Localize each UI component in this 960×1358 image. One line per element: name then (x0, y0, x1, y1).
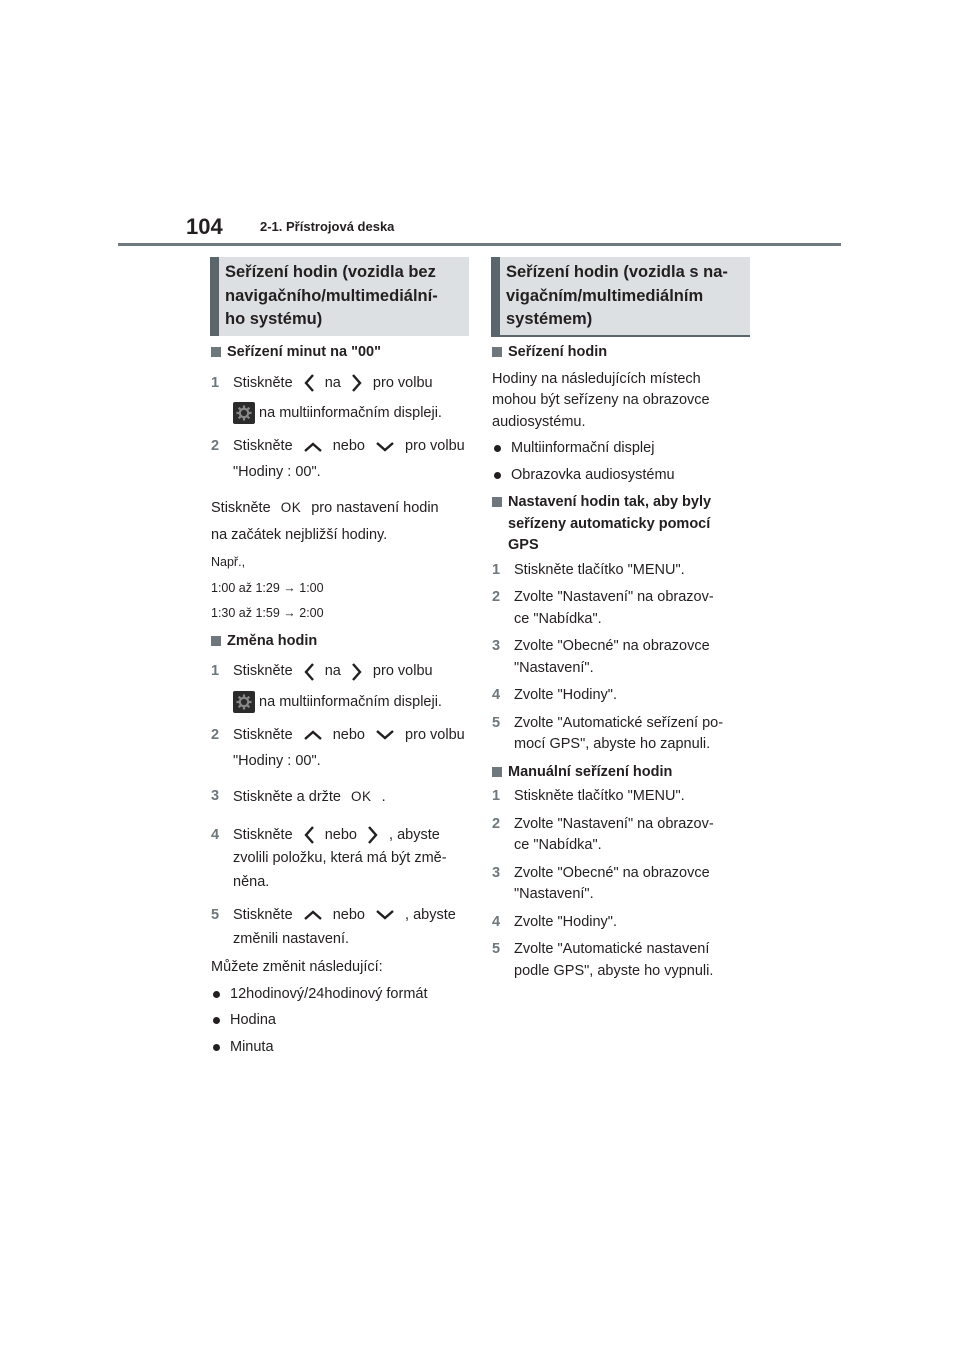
step-text (233, 786, 386, 809)
step-text-part: nebo (332, 727, 365, 744)
step (211, 661, 473, 683)
chevron-left-icon (303, 825, 315, 845)
settings-gear-icon (233, 402, 255, 424)
subheading-manual (492, 762, 752, 784)
ok-button-glyph: OK (351, 789, 372, 805)
list-item (211, 984, 473, 1006)
subheading-text: Manuální seřízení hodin (508, 763, 673, 780)
step-text-part: Stiskněte (233, 907, 293, 924)
list-item (492, 465, 752, 487)
right-heading-line: vigačním/multimediálním (506, 286, 704, 305)
left-column (211, 342, 473, 1058)
step-text-part: pro volbu (372, 663, 433, 680)
left-heading (210, 257, 469, 336)
step-number: 5 (492, 714, 501, 731)
chevron-right-icon (351, 373, 363, 393)
step-line: ce "Nabídka". (514, 610, 602, 627)
bullet-dot-icon (494, 445, 501, 452)
paragraph (492, 369, 752, 434)
list-item-text: Multiinformační displej (511, 440, 655, 456)
step-text-part: Stiskněte (233, 663, 293, 680)
step (211, 436, 473, 458)
square-bullet-icon (492, 767, 502, 777)
left-heading-line: ho systému) (225, 310, 323, 328)
step-line: Zvolte "Hodiny". (514, 913, 617, 930)
step-text-part: pro volbu (372, 374, 433, 391)
chevron-left-icon (303, 662, 315, 682)
list-item-text: Obrazovka audiosystému (511, 466, 675, 483)
bullet-dot-icon (213, 1044, 220, 1051)
step-number: 4 (492, 913, 501, 930)
step-continuation: změnili nastavení. (233, 930, 350, 947)
subheading-line: GPS (508, 537, 539, 553)
settings-gear-icon (233, 691, 255, 713)
step-number: 5 (211, 907, 220, 924)
right-heading-line: Seřízení hodin (vozidla s na- (506, 263, 728, 281)
chevron-up-icon (303, 909, 323, 921)
step (492, 912, 752, 934)
step-text-part: Stiskněte (233, 438, 293, 455)
step (211, 725, 473, 747)
paragraph-part: Stiskněte (211, 500, 271, 517)
step-text (514, 814, 714, 857)
square-bullet-icon (492, 347, 502, 357)
step (211, 905, 473, 927)
step (211, 373, 473, 395)
subheading-text: Seřízení minut na "00" (227, 344, 381, 360)
step-text-part: nebo (332, 438, 365, 455)
step (492, 685, 752, 707)
chevron-right-icon (367, 825, 379, 845)
step-text-part: nebo (332, 907, 365, 924)
step-line: "Nastavení". (514, 886, 594, 902)
step (492, 814, 752, 857)
step-text-part: Stiskněte a držte (233, 789, 341, 806)
step-line: Zvolte "Automatické nastavení (514, 941, 710, 957)
step-line: Zvolte "Obecné" na obrazovce (514, 864, 710, 881)
step-number: 5 (492, 941, 501, 957)
left-heading-line: navigačního/multimediální- (225, 286, 438, 305)
chevron-down-icon (375, 729, 395, 741)
example-label: Např., (211, 555, 246, 570)
step-text-part: pro volbu (405, 727, 465, 744)
step-text-part: Stiskněte (233, 826, 293, 843)
step-text-part: , abyste (389, 826, 440, 843)
bullet-dot-icon (494, 472, 501, 479)
step-line: Zvolte "Nastavení" na obrazov- (514, 815, 714, 832)
subheading-minutes (211, 342, 473, 364)
paragraph (211, 497, 473, 520)
chevron-up-icon (303, 729, 323, 741)
step-text (233, 725, 465, 747)
step-text-part: pro volbu (405, 438, 465, 455)
subheading-gps (492, 492, 752, 557)
step-text-part: na (324, 374, 341, 391)
step-line: mocí GPS", abyste ho zapnuli. (514, 736, 711, 752)
step-line: Zvolte "Obecné" na obrazovce (514, 638, 710, 654)
header-rule (118, 243, 841, 246)
paragraph-part: pro nastavení hodin (311, 500, 439, 517)
square-bullet-icon (492, 497, 502, 507)
step (211, 786, 473, 809)
step-text (514, 939, 713, 982)
step-text-part: Stiskněte (233, 374, 293, 391)
step-text (514, 912, 617, 934)
step-line: Stiskněte tlačítko "MENU". (514, 788, 685, 804)
ok-button-glyph: OK (280, 500, 302, 516)
step (492, 713, 752, 756)
subheading-text: Změna hodin (227, 632, 318, 649)
step-continuation (211, 691, 473, 713)
section-title: 2-1. Přístrojová deska (260, 219, 395, 234)
paragraph-line: Hodiny na následujících místech (492, 370, 701, 387)
square-bullet-icon (211, 636, 221, 646)
step-line: Zvolte "Nastavení" na obrazov- (514, 589, 714, 605)
step-number: 3 (492, 638, 501, 654)
step-continuation: něna. (233, 873, 270, 890)
step-number: 1 (211, 663, 220, 680)
step-text-part: Stiskněte (233, 727, 293, 744)
step-line: ce "Nabídka". (514, 837, 602, 853)
left-heading-line: Seřízení hodin (vozidla bez (225, 263, 436, 281)
example-line: 1:30 až 1:59 → 2:00 (211, 606, 324, 621)
step (492, 786, 752, 808)
subheading-line: Nastavení hodin tak, aby byly (508, 494, 712, 510)
step-line: podle GPS", abyste ho vypnuli. (514, 962, 714, 979)
chevron-right-icon (351, 662, 363, 682)
step-number: 1 (211, 374, 220, 391)
list-item-text: 12hodinový/24hodinový formát (230, 985, 428, 1002)
step-line: Zvolte "Automatické seřízení po- (514, 714, 724, 731)
step-continuation: zvolili položku, která má být změ- (233, 850, 447, 867)
step-number: 1 (492, 561, 501, 578)
manual-steps (492, 786, 752, 982)
subheading-clock (492, 342, 752, 364)
chevron-up-icon (303, 441, 323, 453)
subheading-text: Seřízení hodin (508, 344, 608, 360)
step-text (514, 587, 714, 630)
step-text (514, 636, 710, 679)
step-continuation (211, 402, 473, 424)
step-text (233, 373, 433, 395)
chevron-down-icon (375, 909, 395, 921)
list-item (211, 1010, 473, 1032)
step-text (514, 786, 685, 808)
right-heading (491, 257, 750, 337)
paragraph-line: na začátek nejbližší hodiny. (211, 526, 388, 543)
subheading-hours (211, 631, 473, 653)
step-text (514, 713, 723, 756)
step-continuation: "Hodiny : 00". (233, 463, 321, 480)
step-text-part: nebo (324, 826, 357, 843)
step (211, 825, 473, 847)
step-text (233, 825, 440, 847)
step-text-part: na (324, 663, 341, 680)
list-item-text: Minuta (230, 1038, 274, 1055)
step-line: Zvolte "Hodiny". (514, 687, 617, 703)
step-continuation: "Hodiny : 00". (233, 752, 321, 769)
step-line: "Nastavení". (514, 659, 594, 676)
list-item (211, 1037, 473, 1059)
step-text (233, 661, 433, 683)
step (492, 636, 752, 679)
step (492, 939, 752, 982)
step-number: 2 (211, 438, 220, 455)
subheading-text (508, 492, 711, 557)
step-number: 3 (211, 788, 220, 805)
step-line: Stiskněte tlačítko "MENU". (514, 561, 685, 578)
chevron-left-icon (303, 373, 315, 393)
step-number: 1 (492, 788, 501, 804)
step-number: 3 (492, 864, 501, 881)
right-heading-line: systémem) (506, 310, 593, 328)
paragraph-line: audiosystému. (492, 413, 586, 430)
step (492, 863, 752, 906)
step-number: 4 (492, 687, 501, 703)
step-text-part: na multiinformačním displeji. (259, 404, 442, 421)
step-text (514, 863, 710, 906)
step (492, 560, 752, 582)
step-text (233, 436, 465, 458)
step-text (514, 560, 685, 582)
right-column (492, 342, 752, 982)
step-text (514, 685, 617, 707)
bullet-dot-icon (213, 1017, 220, 1024)
step-number: 2 (492, 815, 501, 832)
subheading-line: seřízeny automaticky pomocí (508, 515, 711, 532)
step-number: 2 (211, 727, 220, 744)
list-item-text: Hodina (230, 1012, 276, 1029)
list-item (492, 438, 752, 460)
step-number: 4 (211, 826, 220, 843)
paragraph: Můžete změnit následující: (211, 959, 383, 976)
chevron-down-icon (375, 441, 395, 453)
square-bullet-icon (211, 347, 221, 357)
step-text-part: . (381, 789, 386, 806)
step-text-part: na multiinformačním displeji. (259, 693, 442, 710)
paragraph-line: mohou být seřízeny na obrazovce (492, 392, 710, 408)
step-text-part: , abyste (405, 907, 456, 924)
page-number: 104 (186, 214, 223, 239)
example-line: 1:00 až 1:29 → 1:00 (211, 580, 324, 595)
step-text (233, 905, 456, 927)
step (492, 587, 752, 630)
gps-steps (492, 560, 752, 756)
bullet-dot-icon (213, 991, 220, 998)
step-number: 2 (492, 589, 501, 605)
